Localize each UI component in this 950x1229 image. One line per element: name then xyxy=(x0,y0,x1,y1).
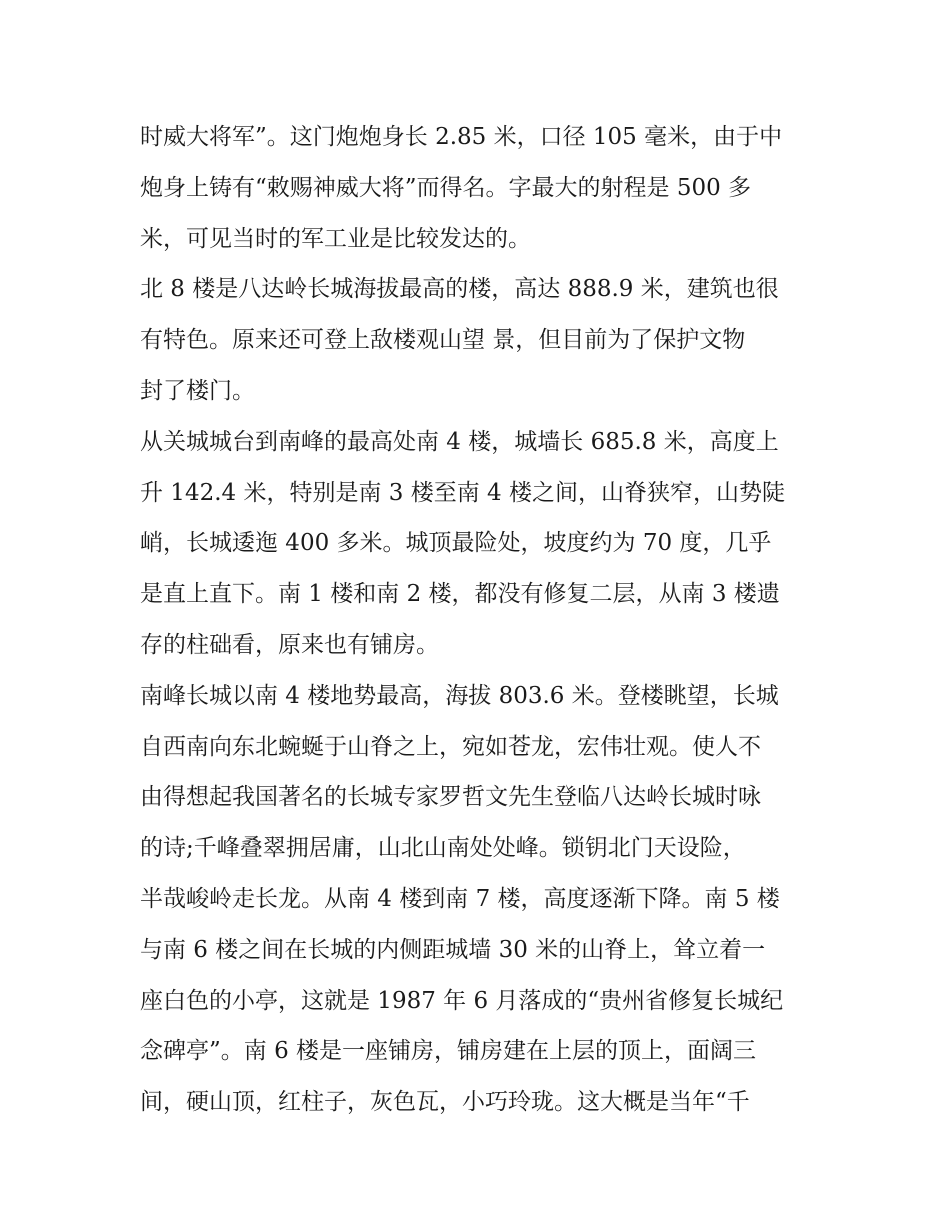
text-line: 升 142.4 米，特别是南 3 楼至南 4 楼之间，山脊狭窄，山势陡 xyxy=(140,479,785,506)
text-line: 由得想起我国著名的长城专家罗哲文先生登临八达岭长城时咏 xyxy=(140,784,761,811)
text-line: 米，可见当时的军工业是比较发达的。 xyxy=(140,225,531,252)
text-line: 与南 6 楼之间在长城的内侧距城墙 30 米的山脊上，耸立着一 xyxy=(140,936,766,963)
text-line: 是直上直下。南 1 楼和南 2 楼，都没有修复二层，从南 3 楼遗 xyxy=(140,581,780,608)
text-line: 座白色的小亭，这就是 1987 年 6 月落成的“贵州省修复长城纪 xyxy=(140,987,784,1014)
text-line: 的诗;千峰叠翠拥居庸，山北山南处处峰。锁钥北门天设险， xyxy=(140,835,746,862)
text-line: 有特色。原来还可登上敌楼观山望 景，但目前为了保护文物 xyxy=(140,327,746,354)
text-line: 半哉峻岭走长龙。从南 4 楼到南 7 楼，高度逐渐下降。南 5 楼 xyxy=(140,885,780,912)
text-line: 北 8 楼是八达岭长城海拔最高的楼，高达 888.9 米，建筑也很 xyxy=(140,276,779,303)
text-line: 封了楼门。 xyxy=(140,377,255,404)
text-line: 时威大将军”。这门炮炮身长 2.85 米，口径 105 毫米，由于中 xyxy=(140,124,783,150)
text-line: 南峰长城以南 4 楼地势最高，海拔 803.6 米。登楼眺望，长城 xyxy=(140,682,779,709)
document-body xyxy=(140,112,820,1128)
text-line: 念碑亭”。南 6 楼是一座铺房，铺房建在上层的顶上，面阔三 xyxy=(140,1038,757,1065)
text-line: 间，硬山顶，红柱子，灰色瓦，小巧玲珑。这大概是当年“千 xyxy=(140,1089,750,1116)
text-line: 炮身上铸有“敕赐神威大将”而得名。字最大的射程是 500 多 xyxy=(140,174,752,201)
text-line: 峭，长城逶迤 400 多米。城顶最险处，坡度约为 70 度，几乎 xyxy=(140,530,772,557)
text-line: 自西南向东北蜿蜒于山脊之上，宛如苍龙，宏伟壮观。使人不 xyxy=(140,733,761,760)
text-line: 从关城城台到南峰的最高处南 4 楼，城墙长 685.8 米，高度上 xyxy=(140,428,779,455)
text-line: 存的柱础看，原来也有铺房。 xyxy=(140,631,439,658)
